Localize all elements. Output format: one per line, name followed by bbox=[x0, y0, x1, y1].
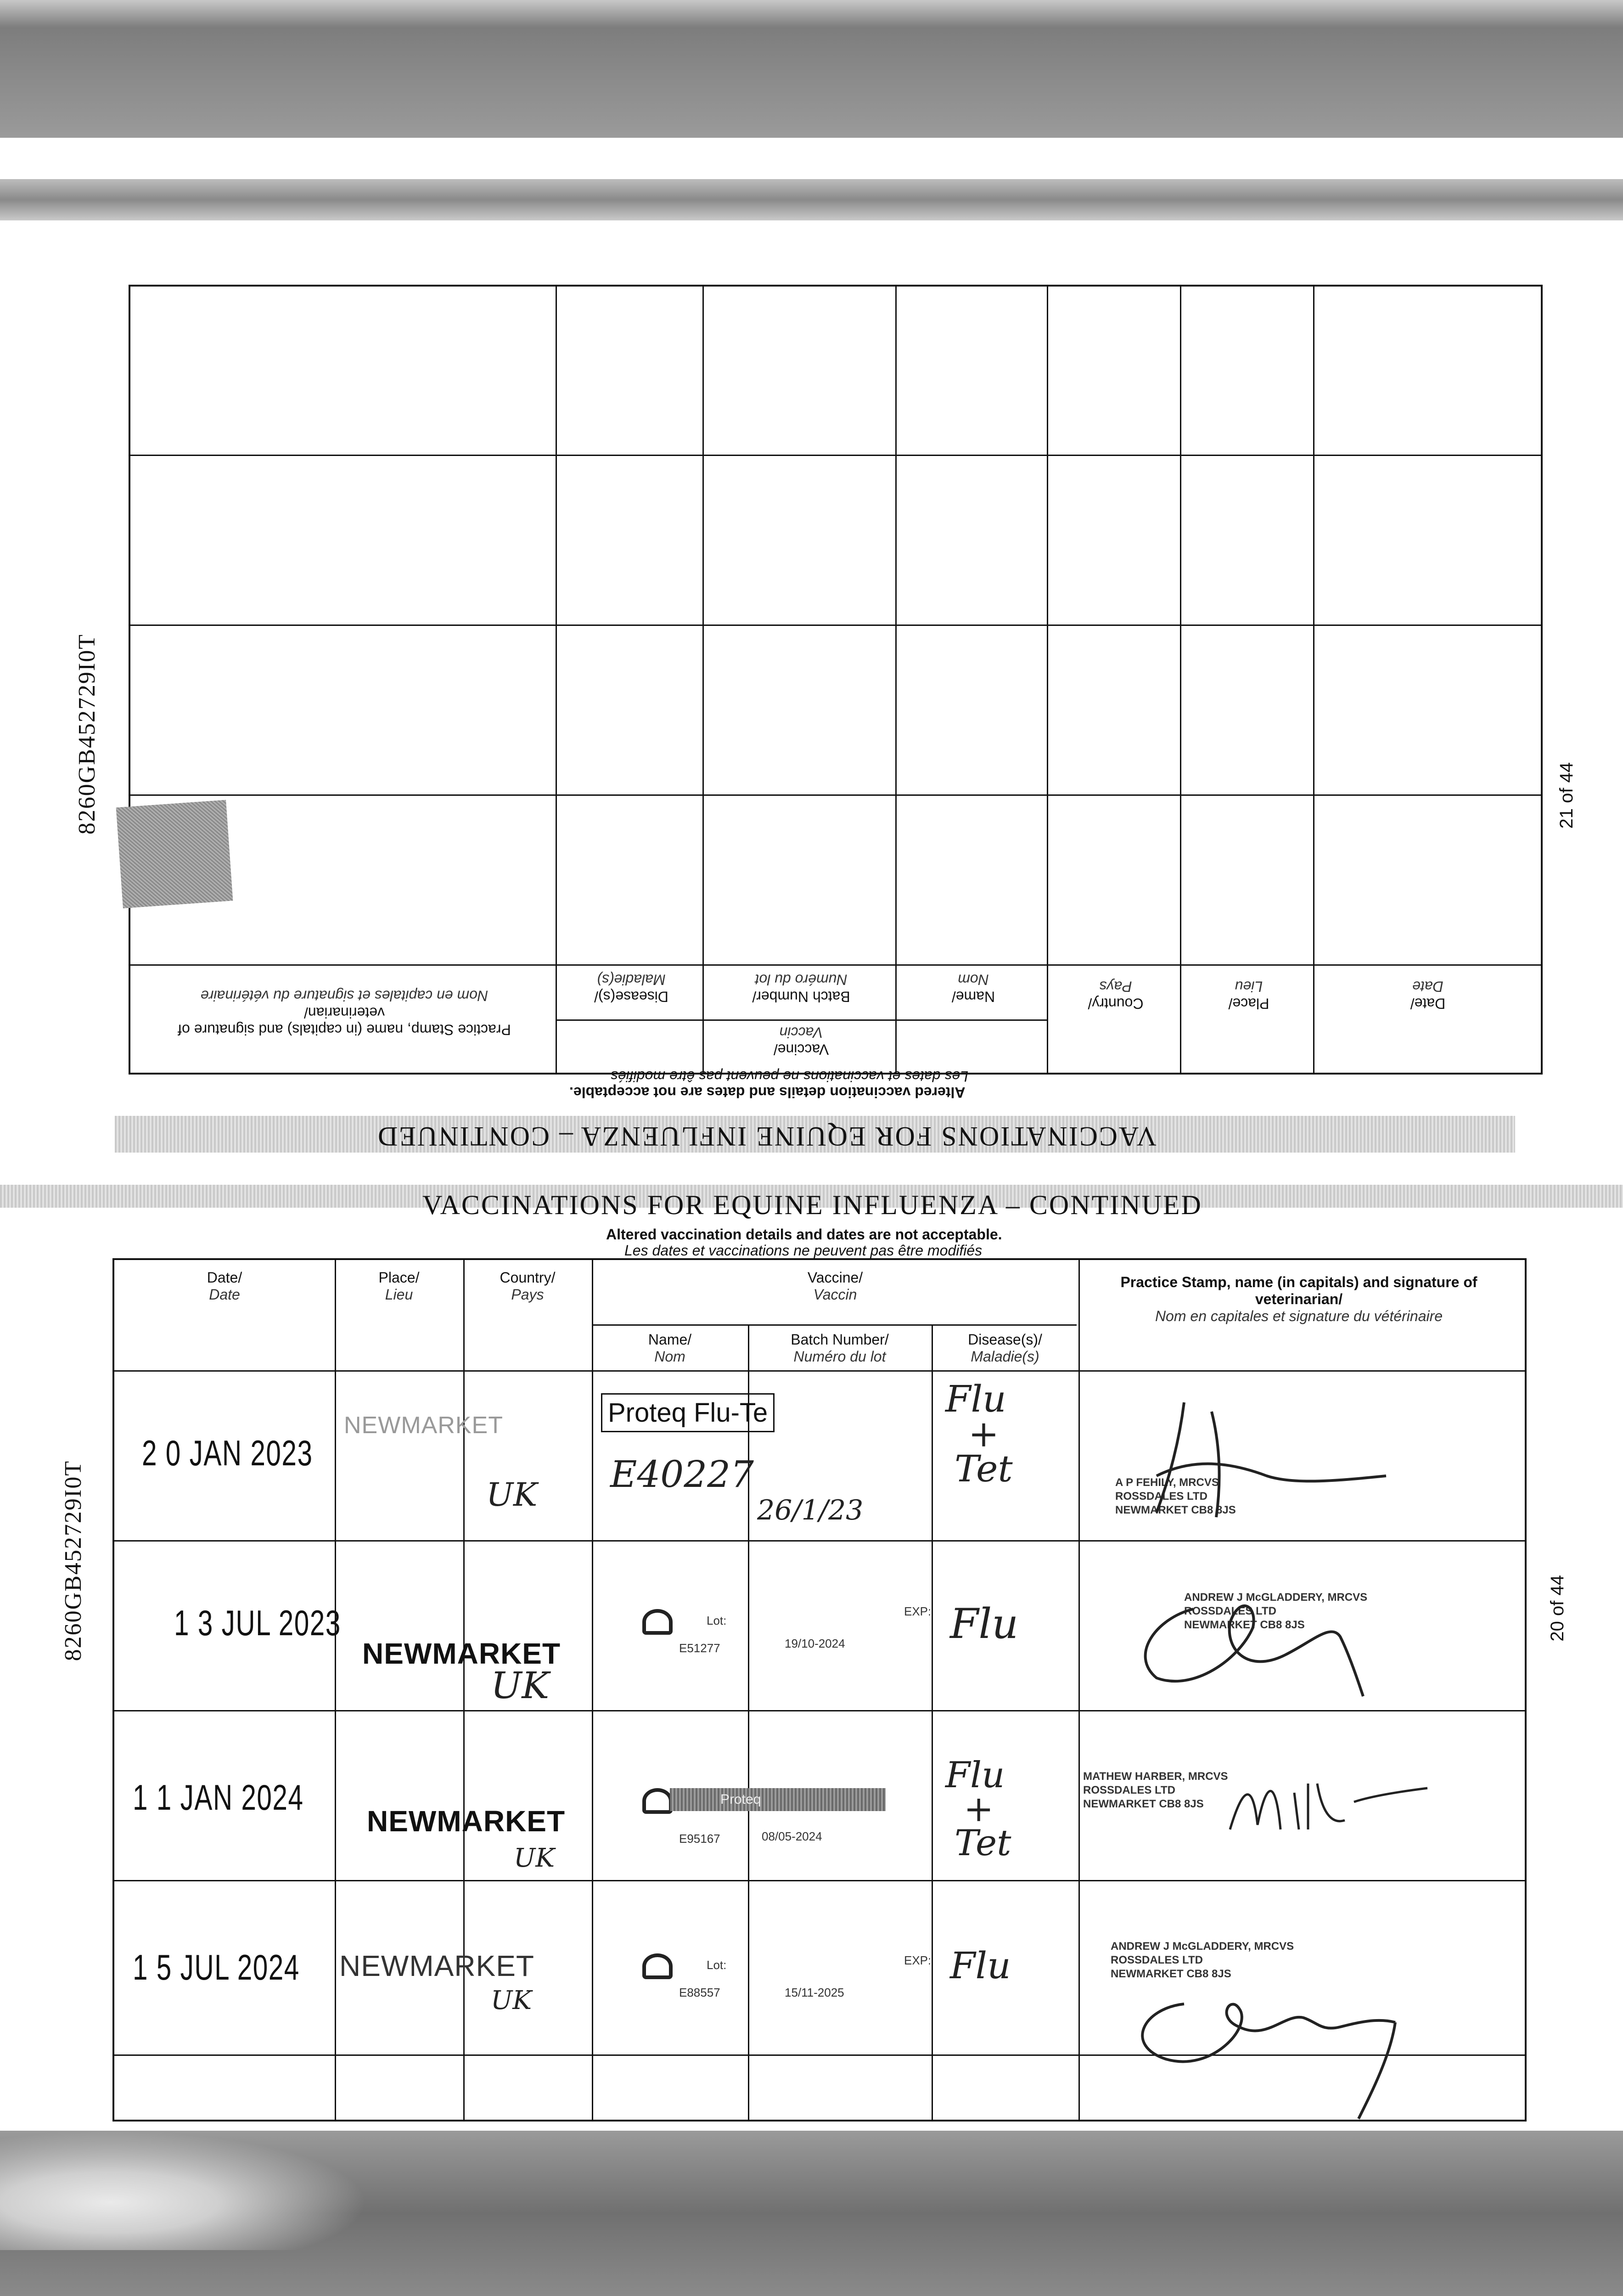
row2-batch-expiry: 19/10-2024 bbox=[785, 1637, 845, 1650]
row1-place: NEWMARKET bbox=[344, 1412, 503, 1439]
row1-vet-stamp: A P FEHILY, MRCVS ROSSDALES LTD NEWMARKET CB8 8JS bbox=[1115, 1476, 1236, 1516]
upper-header-date: Date/ Date bbox=[1410, 978, 1446, 1012]
upper-notice-en: Altered vaccination details and dates are not acceptable. bbox=[569, 1084, 966, 1101]
row3-place: NEWMARKET bbox=[367, 1805, 566, 1838]
header-country: Country/ Pays bbox=[500, 1269, 556, 1303]
upper-header-vaccine: Vaccine/ Vaccin bbox=[773, 1024, 829, 1058]
row3-signature bbox=[1216, 1756, 1455, 1848]
row1-date: 2 0 JAN 2023 bbox=[142, 1433, 313, 1473]
upper-header-disease: Disease(s)/ Maladie(s) bbox=[594, 971, 668, 1005]
upper-header-batch: Batch Number/ Numéro du lot bbox=[752, 971, 850, 1005]
vaccine-logo-icon bbox=[642, 1609, 673, 1635]
serial-number: 8260GB452729I0T bbox=[60, 1460, 86, 1661]
row2-place: NEWMARKET bbox=[362, 1637, 561, 1670]
upper-serial-number: 8260GB452729I0T bbox=[74, 634, 100, 835]
header-place: Place/ Lieu bbox=[378, 1269, 420, 1303]
row3-disease: Flu + Tet bbox=[945, 1755, 1011, 1864]
scan-border-bottom bbox=[0, 2131, 1623, 2296]
row4-signature bbox=[1101, 1935, 1515, 2128]
scan-border-top-strip bbox=[0, 179, 1623, 220]
upper-vaccination-table bbox=[129, 285, 1543, 1075]
row2-exp-label: EXP: bbox=[904, 1604, 932, 1618]
scan-border-top bbox=[0, 0, 1623, 138]
vaccine-logo-icon-3 bbox=[642, 1953, 673, 1979]
row2-vet-stamp: ANDREW J McGLADDERY, MRCVS ROSSDALES LTD NEWMARKET CB8 8JS bbox=[1184, 1591, 1368, 1631]
row2-country: UK bbox=[491, 1664, 550, 1707]
row1-disease: Flu + Tet bbox=[945, 1378, 1013, 1490]
row4-vet-stamp: ANDREW J McGLADDERY, MRCVS ROSSDALES LTD NEWMARKET CB8 8JS bbox=[1111, 1940, 1294, 1980]
row4-batch: E88557 bbox=[679, 1986, 720, 1999]
notice-en: Altered vaccination details and dates are not acceptable. bbox=[606, 1226, 1002, 1243]
row4-lot-label: Lot: bbox=[707, 1958, 727, 1972]
row4-batch-expiry: 15/11-2025 bbox=[785, 1986, 844, 1999]
upper-header-stamp: Practice Stamp, name (in capitals) and signature of veterinarian/ Nom en capitales et signature du vétérinaire bbox=[178, 987, 511, 1038]
row4-disease: Flu bbox=[950, 1944, 1011, 1987]
row4-exp-label: EXP: bbox=[904, 1953, 932, 1967]
header-name: Name/ Nom bbox=[648, 1331, 692, 1365]
header-stamp: Practice Stamp, name (in capitals) and signature of veterinarian/ Nom en capitales et signature du vétérinaire bbox=[1120, 1274, 1477, 1324]
row1-batch-expiry: 26/1/23 bbox=[757, 1494, 864, 1526]
vaccination-table bbox=[112, 1258, 1527, 2122]
row3-country: UK bbox=[514, 1843, 555, 1873]
header-date: Date/ Date bbox=[207, 1269, 242, 1303]
header-disease: Disease(s)/ Maladie(s) bbox=[968, 1331, 1042, 1365]
sticker-shadow bbox=[116, 800, 233, 908]
row1-batch: E40227 bbox=[610, 1453, 754, 1496]
row1-country: UK bbox=[486, 1476, 538, 1514]
row4-country: UK bbox=[491, 1986, 532, 2015]
row2-disease: Flu bbox=[950, 1600, 1019, 1648]
upper-section-title: VACCINATIONS FOR EQUINE INFLUENZA – CONTINUED bbox=[376, 1121, 1157, 1152]
row1-vaccine-name: Proteq Flu-Te bbox=[601, 1393, 775, 1432]
row3-vaccine-label: Proteq bbox=[670, 1788, 886, 1811]
header-batch: Batch Number/ Numéro du lot bbox=[791, 1331, 889, 1365]
upper-page-number: 21 of 44 bbox=[1556, 762, 1577, 829]
upper-header-country: Country/ Pays bbox=[1088, 978, 1144, 1012]
row4-date: 1 5 JUL 2024 bbox=[133, 1947, 300, 1987]
upper-header-place: Place/ Lieu bbox=[1228, 978, 1269, 1012]
row2-signature bbox=[1101, 1577, 1469, 1705]
row3-date: 1 1 JAN 2024 bbox=[133, 1777, 304, 1818]
row2-date: 1 3 JUL 2023 bbox=[174, 1603, 341, 1643]
section-title: VACCINATIONS FOR EQUINE INFLUENZA – CONTINUED bbox=[422, 1190, 1202, 1220]
row3-batch-expiry: 08/05-2024 bbox=[762, 1829, 822, 1843]
row4-place: NEWMARKET bbox=[339, 1949, 534, 1982]
row2-batch: E51277 bbox=[679, 1641, 720, 1655]
row2-lot-label: Lot: bbox=[707, 1614, 727, 1627]
row3-batch: E95167 bbox=[679, 1832, 720, 1846]
row1-signature bbox=[1101, 1384, 1423, 1531]
notice-fr: Les dates et vaccinations ne peuvent pas être modifiés bbox=[624, 1242, 983, 1259]
header-vaccine: Vaccine/ Vaccin bbox=[807, 1269, 863, 1303]
page-number: 20 of 44 bbox=[1547, 1575, 1567, 1642]
vaccine-logo-icon-2 bbox=[642, 1788, 673, 1814]
upper-header-name: Name/ Nom bbox=[951, 971, 995, 1005]
row3-vet-stamp: MATHEW HARBER, MRCVS ROSSDALES LTD NEWMARKET CB8 8JS bbox=[1083, 1770, 1228, 1810]
upper-notice-fr: Les dates et vaccinations ne peuvent pas être modifiés bbox=[611, 1068, 969, 1085]
